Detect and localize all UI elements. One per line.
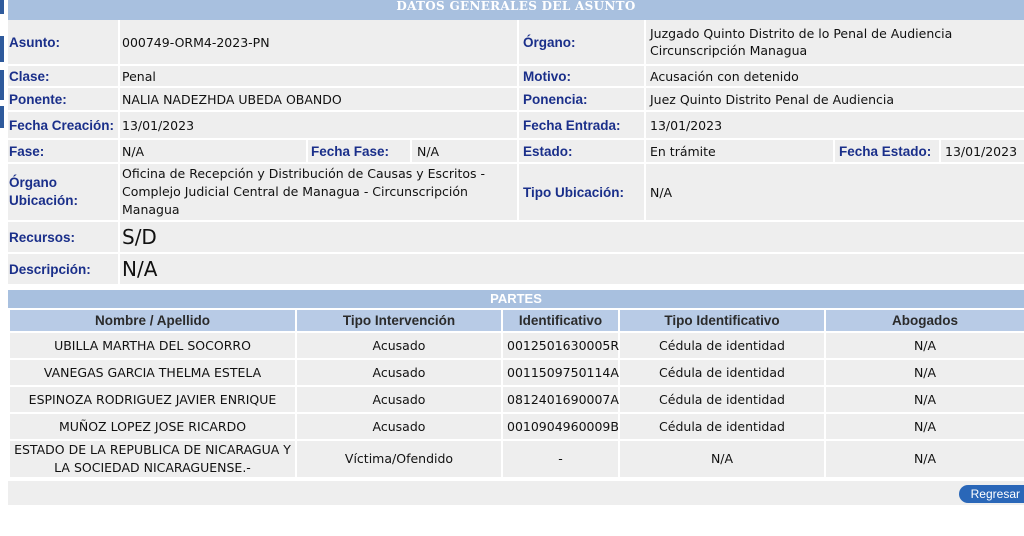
row-fechas — [8, 112, 1024, 140]
asunto-label: Asunto: — [9, 34, 60, 50]
footer-bar — [8, 481, 1024, 505]
asunto-value: 000749-ORM4-2023-PN — [122, 34, 270, 50]
cell-identificativo: 0012501630005R — [502, 332, 619, 359]
cell-identificativo: - — [502, 440, 619, 478]
column-header-abogados: Abogados — [825, 309, 1024, 332]
cell-nombre: UBILLA MARTHA DEL SOCORRO — [9, 332, 296, 359]
divider — [517, 112, 519, 138]
cell-tipo-intervencion: Acusado — [296, 386, 502, 413]
divider — [517, 140, 519, 162]
cell-tipo-intervencion: Acusado — [296, 359, 502, 386]
divider — [644, 20, 646, 64]
ponente-value: NALIA NADEZHDA UBEDA OBANDO — [122, 91, 342, 107]
recursos-label: Recursos: — [9, 229, 76, 245]
divider — [410, 140, 412, 162]
divider — [644, 112, 646, 138]
table-row — [9, 386, 1024, 413]
row-asunto — [8, 20, 1024, 66]
divider — [517, 88, 519, 110]
cell-abogados: N/A — [825, 386, 1024, 413]
window-edge-strip — [0, 0, 4, 14]
cell-tipo-identificativo: N/A — [619, 440, 825, 478]
panel-title: DATOS GENERALES DEL ASUNTO — [8, 0, 1024, 20]
divider — [517, 66, 519, 86]
cell-tipo-identificativo: Cédula de identidad — [619, 359, 825, 386]
divider — [118, 66, 120, 86]
divider — [517, 164, 519, 220]
partes-table — [8, 308, 1024, 479]
fecha-estado-label: Fecha Estado: — [839, 143, 932, 159]
divider — [118, 254, 120, 284]
fecha-estado-value: 13/01/2023 — [945, 143, 1018, 159]
recursos-value: S/D — [122, 225, 157, 249]
partes-header-row — [9, 309, 1024, 332]
regresar-button[interactable]: Regresar — [959, 485, 1024, 503]
fecha-fase-label: Fecha Fase: — [311, 143, 390, 159]
cell-tipo-intervencion: Víctima/Ofendido — [296, 440, 502, 478]
descripcion-value: N/A — [122, 257, 158, 281]
divider — [644, 88, 646, 110]
row-descripcion — [8, 254, 1024, 286]
row-fase-estado — [8, 140, 1024, 164]
cell-identificativo: 0011509750114A — [502, 359, 619, 386]
divider — [644, 140, 646, 162]
motivo-label: Motivo: — [523, 68, 571, 84]
organo-ubicacion-value: Oficina de Recepción y Distribución de Causas y Escritos - Complejo Judicial Central de Managua - Circunscripción Managua — [122, 166, 486, 217]
row-ponente — [8, 88, 1024, 112]
window-edge-strip — [0, 36, 4, 62]
divider — [939, 140, 941, 162]
organo-label: Órgano: — [523, 34, 576, 50]
cell-identificativo: 0812401690007A — [502, 386, 619, 413]
cell-tipo-intervencion: Acusado — [296, 332, 502, 359]
datos-generales-panel — [8, 0, 1024, 505]
tipo-ubicacion-value: N/A — [650, 184, 673, 200]
cell-nombre: ESTADO DE LA REPUBLICA DE NICARAGUA Y LA SOCIEDAD NICARAGUENSE.- — [9, 440, 296, 478]
table-row — [9, 413, 1024, 440]
cell-abogados: N/A — [825, 332, 1024, 359]
cell-nombre: MUÑOZ LOPEZ JOSE RICARDO — [9, 413, 296, 440]
row-ubicacion — [8, 164, 1024, 222]
estado-label: Estado: — [523, 143, 573, 159]
ponente-label: Ponente: — [9, 91, 67, 107]
cell-abogados: N/A — [825, 440, 1024, 478]
divider — [306, 140, 308, 162]
row-clase — [8, 66, 1024, 88]
cell-abogados: N/A — [825, 359, 1024, 386]
fecha-creacion-label: Fecha Creación: — [9, 117, 115, 133]
divider — [833, 140, 835, 162]
cell-tipo-intervencion: Acusado — [296, 413, 502, 440]
divider — [118, 140, 120, 162]
divider — [118, 222, 120, 252]
estado-value: En trámite — [650, 143, 716, 159]
ponencia-label: Ponencia: — [523, 91, 588, 107]
partes-title: PARTES — [8, 290, 1024, 308]
divider — [644, 66, 646, 86]
window-edge-strip — [0, 106, 4, 128]
table-row — [9, 440, 1024, 478]
column-header-tipo-identificativo: Tipo Identificativo — [619, 309, 825, 332]
divider — [118, 88, 120, 110]
table-row — [9, 359, 1024, 386]
organo-value: Juzgado Quinto Distrito de lo Penal de Audiencia Circunscripción Managua — [650, 26, 953, 58]
cell-abogados: N/A — [825, 413, 1024, 440]
clase-label: Clase: — [9, 68, 50, 84]
organo-ubicacion-label: Órgano Ubicación: — [9, 175, 79, 208]
divider — [118, 164, 120, 220]
divider — [118, 112, 120, 138]
divider — [517, 20, 519, 64]
fecha-entrada-label: Fecha Entrada: — [523, 117, 621, 133]
fase-label: Fase: — [9, 143, 45, 159]
fase-value: N/A — [122, 143, 145, 159]
divider — [644, 164, 646, 220]
fecha-fase-value: N/A — [417, 143, 440, 159]
clase-value: Penal — [122, 68, 156, 84]
column-header-identificativo: Identificativo — [502, 309, 619, 332]
cell-tipo-identificativo: Cédula de identidad — [619, 413, 825, 440]
fecha-creacion-value: 13/01/2023 — [122, 117, 195, 133]
cell-tipo-identificativo: Cédula de identidad — [619, 332, 825, 359]
tipo-ubicacion-label: Tipo Ubicación: — [523, 184, 625, 200]
cell-nombre: ESPINOZA RODRIGUEZ JAVIER ENRIQUE — [9, 386, 296, 413]
cell-nombre: VANEGAS GARCIA THELMA ESTELA — [9, 359, 296, 386]
ponencia-value: Juez Quinto Distrito Penal de Audiencia — [650, 91, 895, 107]
cell-tipo-identificativo: Cédula de identidad — [619, 386, 825, 413]
divider — [118, 20, 120, 64]
fecha-entrada-value: 13/01/2023 — [650, 117, 723, 133]
descripcion-label: Descripción: — [9, 261, 91, 277]
column-header-tipo-intervencion: Tipo Intervención — [296, 309, 502, 332]
motivo-value: Acusación con detenido — [650, 68, 799, 84]
cell-identificativo: 0010904960009B — [502, 413, 619, 440]
table-row — [9, 332, 1024, 359]
column-header-nombre: Nombre / Apellido — [9, 309, 296, 332]
window-edge-strip — [0, 70, 4, 100]
row-recursos — [8, 222, 1024, 254]
